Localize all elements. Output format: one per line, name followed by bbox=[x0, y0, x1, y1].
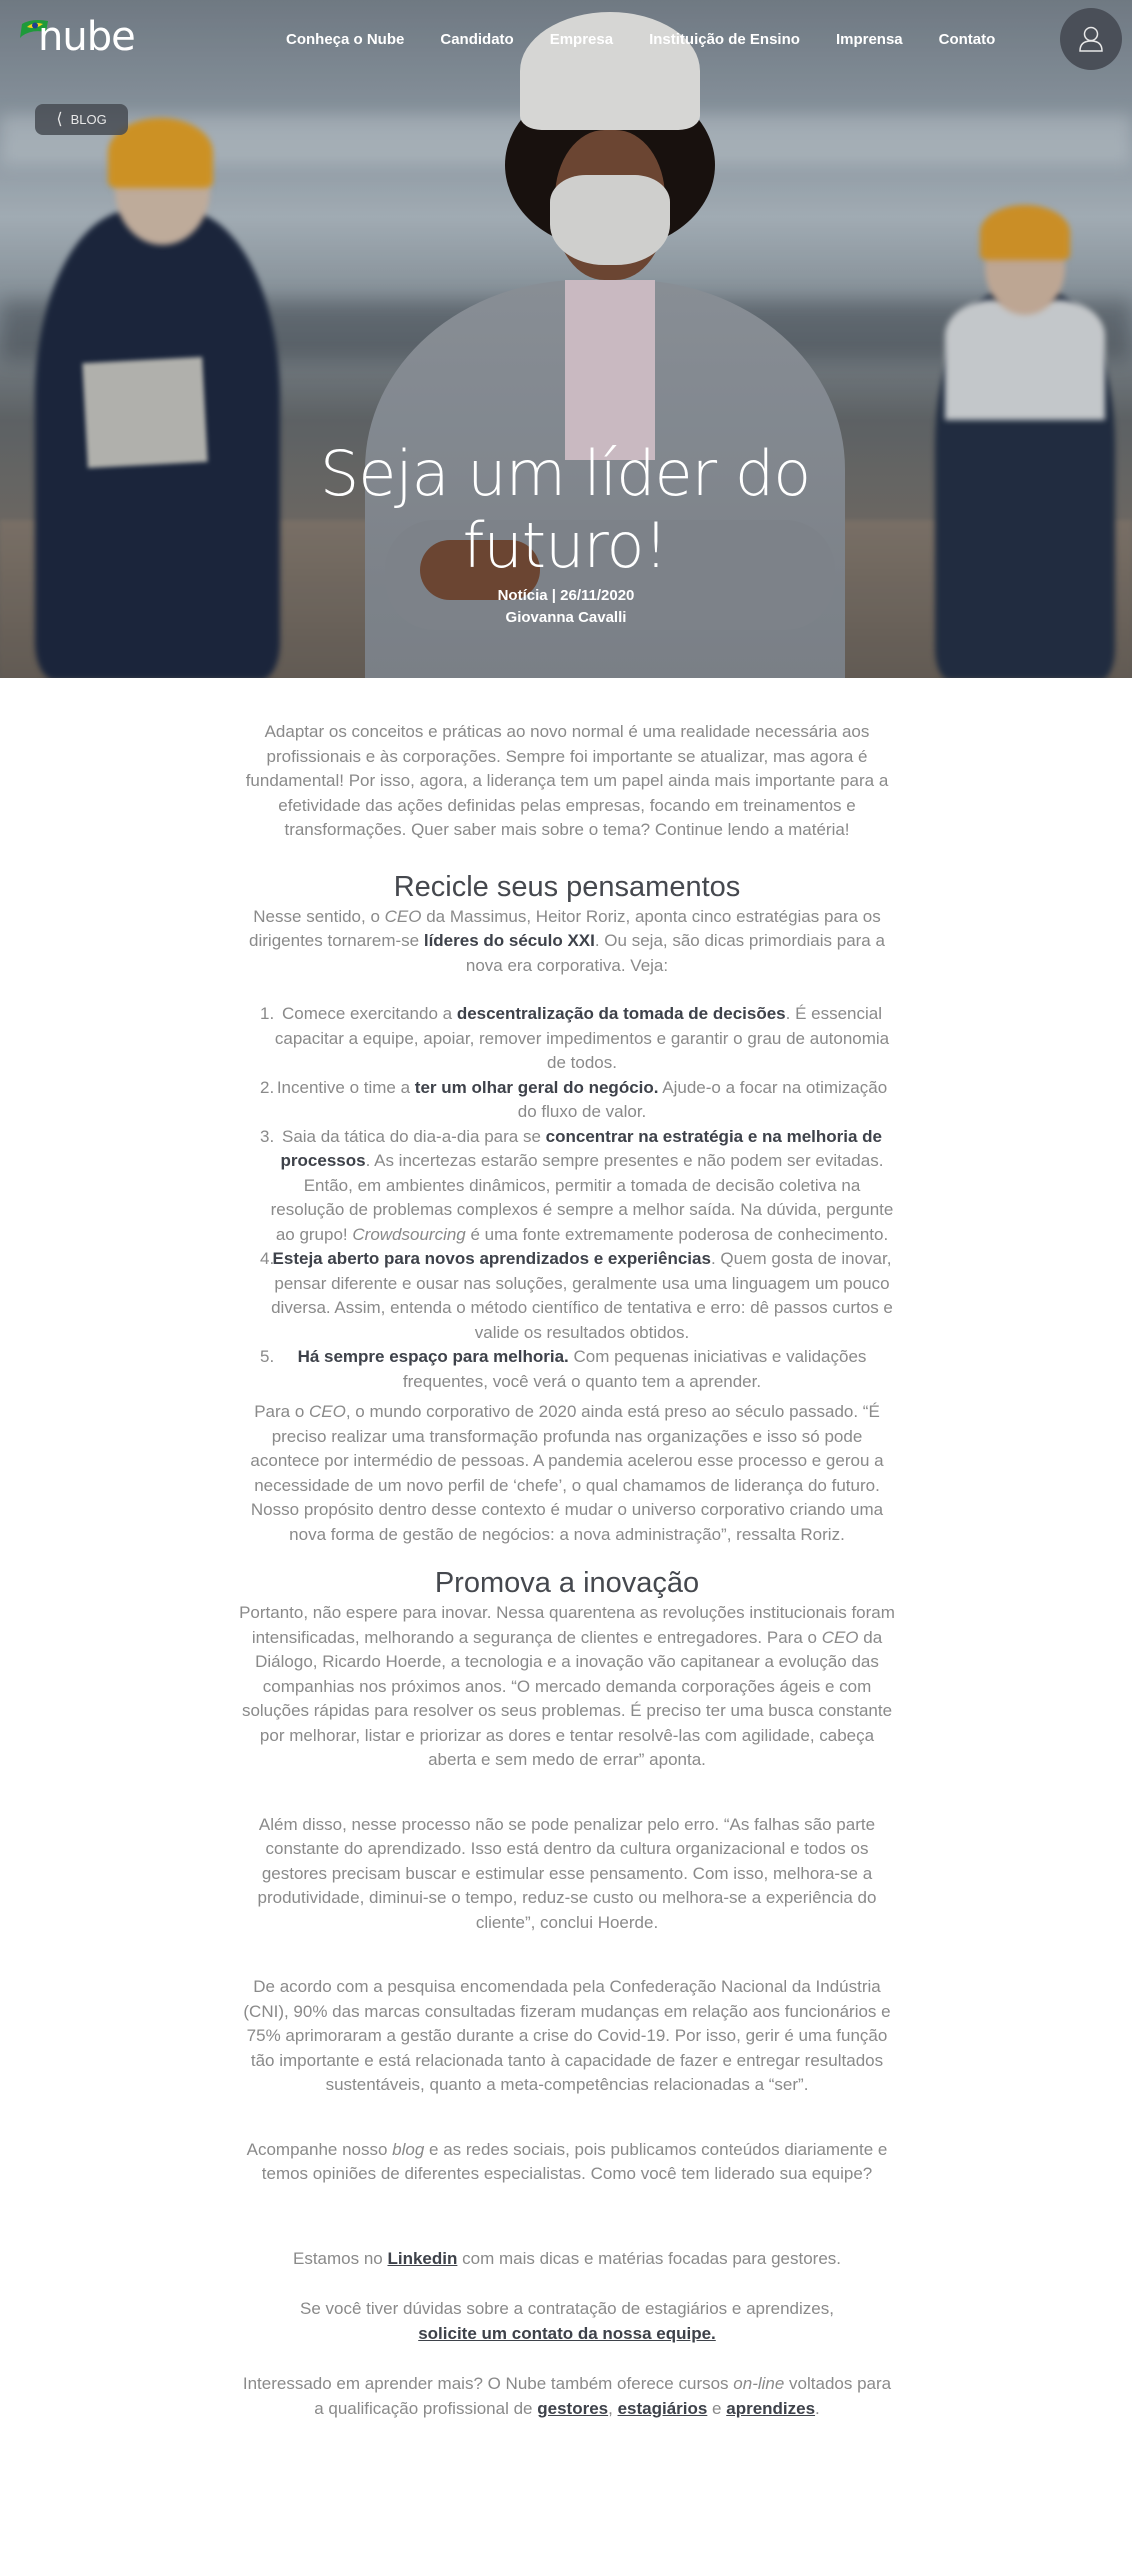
contact-paragraph bbox=[236, 2297, 898, 2346]
text-bold: ter um olhar geral do negócio. bbox=[414, 1077, 659, 1097]
article-author: Giovanna Cavalli bbox=[505, 609, 627, 626]
logo-text: nube bbox=[38, 14, 135, 60]
text-italic: Crowdsourcing bbox=[352, 1224, 466, 1244]
chevron-left-icon: ⟨ bbox=[56, 111, 63, 128]
text: , bbox=[608, 2398, 618, 2418]
text: Estamos no bbox=[292, 2248, 388, 2268]
user-icon bbox=[1078, 25, 1104, 53]
nav-links bbox=[286, 28, 995, 52]
aprendizes-link[interactable]: aprendizes bbox=[726, 2398, 816, 2418]
text-bold: descentralização da tomada de decisões bbox=[456, 1004, 786, 1023]
text-italic: blog bbox=[392, 2139, 425, 2159]
text-bold: líderes do século XXI bbox=[423, 931, 595, 950]
text-bold: Esteja aberto para novos aprendizados e experiências bbox=[272, 1249, 711, 1268]
nav-link-instituicao[interactable]: Instituição de Ensino bbox=[649, 31, 800, 48]
back-to-blog-button[interactable] bbox=[35, 104, 128, 135]
text-italic: CEO bbox=[309, 1402, 346, 1421]
linkedin-link[interactable]: Linkedin bbox=[387, 2248, 458, 2268]
section1-paragraph-2 bbox=[236, 1400, 898, 1547]
text: Interessado em aprender mais? O Nube também oferece cursos bbox=[242, 2374, 734, 2393]
list-number: 5. bbox=[260, 1347, 275, 1366]
text-italic: on-line bbox=[733, 2374, 785, 2393]
section2-paragraph-3: De acordo com a pesquisa encomendada pela Confederação Nacional da Indústria (CNI), 90% das marcas consultadas fizeram mudanças em relação aos funcionários e 75% aprimoraram a gestão durante a crise do Covid-19. Por isso, gerir é uma função tão importante e está relacionada tanto à capacidade de fazer e entregar resultados sustentáveis, quanto a meta-competências relacionadas a “ser”. bbox=[243, 1977, 891, 2094]
list-item bbox=[236, 1125, 898, 1248]
text: Ajude-o a focar na otimização do fluxo de valor. bbox=[517, 1077, 888, 1121]
article-category-date: Notícia | 26/11/2020 bbox=[497, 587, 635, 604]
strategies-list bbox=[236, 1002, 898, 1394]
back-to-blog-label: BLOG bbox=[70, 112, 107, 127]
text: Se você tiver dúvidas sobre a contratação de estagiários e aprendizes, bbox=[300, 2299, 834, 2318]
text: Incentive o time a bbox=[276, 1077, 415, 1097]
linkedin-paragraph bbox=[236, 2247, 898, 2272]
text-bold: Há sempre espaço para melhoria. bbox=[297, 1347, 569, 1366]
text: . Ou seja, são dicas primordiais para a nova era corporativa. Veja: bbox=[465, 931, 885, 975]
list-item bbox=[236, 1076, 898, 1125]
text: . bbox=[815, 2398, 820, 2418]
text-bold: concentrar na estratégia e na melhoria de processos bbox=[280, 1126, 883, 1170]
list-item bbox=[236, 1247, 898, 1345]
section2-paragraph-1 bbox=[236, 1601, 898, 1773]
courses-paragraph bbox=[236, 2372, 898, 2421]
article-body bbox=[236, 720, 898, 2421]
text: Para o bbox=[254, 1402, 309, 1421]
text: Comece exercitando a bbox=[281, 1004, 457, 1023]
estagiarios-link[interactable]: estagiários bbox=[617, 2398, 708, 2418]
list-item bbox=[236, 1002, 898, 1076]
text: Nesse sentido, o bbox=[253, 906, 385, 926]
section2-paragraph-2: Além disso, nesse processo não se pode penalizar pelo erro. “As falhas são parte constante do aprendizado. Isso está dentro da cultura organizacional e todos os gestores precisam buscar e estimular esse pensamento. Com isso, melhora-se a produtividade, diminui-se o tempo, reduz-se custo ou melhora-se a experiência do cliente”, conclui Hoerde. bbox=[257, 1814, 877, 1932]
list-number: 2. bbox=[260, 1077, 275, 1097]
contact-team-link[interactable]: solicite um contato da nossa equipe. bbox=[418, 2323, 716, 2343]
section1-paragraph-1 bbox=[236, 905, 898, 979]
section-heading-promova: Promova a inovação bbox=[434, 1567, 700, 1599]
text-italic: CEO bbox=[384, 906, 422, 926]
text: é uma fonte extremamente poderosa de conhecimento. bbox=[465, 1224, 889, 1244]
text-italic: CEO bbox=[821, 1627, 859, 1647]
list-item bbox=[236, 1345, 898, 1394]
text: e as redes sociais, pois publicamos conteúdos diariamente e temos opiniões de diferentes especialistas. Como você tem liderado sua equipe? bbox=[261, 2139, 888, 2183]
text: . É essencial capacitar a equipe, apoiar, remover impedimentos e garantir o grau de autonomia de todos. bbox=[274, 1004, 890, 1072]
nav-link-empresa[interactable]: Empresa bbox=[549, 31, 614, 48]
top-nav bbox=[0, 0, 1132, 78]
text: Acompanhe nosso bbox=[246, 2139, 393, 2159]
text: . As incertezas estarão sempre presentes e não podem ser evitadas. Então, em ambientes dinâmicos, permitir a tomada de decisão coletiva na resolução de problemas complexos é sempre a melhor saída. Na dúvida, pergunte ao grupo! bbox=[270, 1151, 894, 1244]
text: da Diálogo, Ricardo Hoerde, a tecnologia e a inovação vão capitanear a evolução das companhias nos próximos anos. “O mercado demanda corporações ágeis e com soluções rápidas para resolver os seus problemas. É preciso ter uma busca constante por melhorar, listar e priorizar as dores e tentar resolvê-las com agilidade, cabeça aberta e sem medo de errar” aponta. bbox=[241, 1627, 893, 1769]
section2-paragraph-4 bbox=[236, 2138, 898, 2187]
text: da Massimus, Heitor Roriz, aponta cinco estratégias para os dirigentes tornarem-se bbox=[249, 906, 881, 950]
nav-link-candidato[interactable]: Candidato bbox=[440, 31, 514, 48]
text: Com pequenas iniciativas e validações frequentes, você verá o quanto tem a aprender. bbox=[402, 1347, 867, 1391]
list-number: 4. bbox=[260, 1249, 275, 1268]
list-number: 3. bbox=[260, 1126, 275, 1146]
article-meta bbox=[366, 585, 766, 629]
nav-link-conheca[interactable]: Conheça o Nube bbox=[286, 31, 405, 48]
intro-paragraph: Adaptar os conceitos e práticas ao novo normal é uma realidade necessária aos profissionais e às corporações. Sempre foi importante se atualizar, mas agora é fundamental! Por isso, agora, a liderança tem um papel ainda mais importante para a efetividade das ações definidas pelas empresas, focando em treinamentos e transformações. Quer saber mais sobre o tema? Continue lendo a matéria! bbox=[245, 722, 889, 839]
section-heading-recicle: Recicle seus pensamentos bbox=[393, 870, 741, 903]
gestores-link[interactable]: gestores bbox=[537, 2398, 609, 2418]
list-number: 1. bbox=[260, 1004, 275, 1023]
nav-link-imprensa[interactable]: Imprensa bbox=[835, 31, 903, 48]
article-title: Seja um líder do futuro! bbox=[319, 437, 811, 582]
text: voltados para a qualificação profissional de bbox=[314, 2374, 892, 2418]
text: Saia da tática do dia-a-dia para se bbox=[281, 1126, 546, 1146]
text: com mais dicas e matérias focadas para gestores. bbox=[457, 2248, 842, 2268]
text: Portanto, não espere para inovar. Nessa quarentena as revoluções institucionais foram intensificadas, melhorando a segurança de clientes e entregadores. Para o bbox=[239, 1603, 895, 1647]
user-account-button[interactable] bbox=[1060, 8, 1122, 70]
nube-logo[interactable] bbox=[18, 14, 138, 60]
text: . Quem gosta de inovar, pensar diferente e ousar nas soluções, geralmente usa uma linguagem um pouco diversa. Assim, entenda o método científico de tentativa e erro: dê passos curtos e valide os resultados obtidos. bbox=[271, 1249, 893, 1342]
nav-link-contato[interactable]: Contato bbox=[938, 31, 996, 48]
text: e bbox=[707, 2398, 727, 2418]
text: , o mundo corporativo de 2020 ainda está preso ao século passado. “É preciso realizar uma transformação profunda nas organizações e isso só pode acontece por intermédio de pessoas. A pandemia acelerou esse processo e gerou a necessidade de um novo perfil de ‘chefe’, o qual chamamos de liderança do futuro. Nosso propósito dentro desse contexto é mudar o universo corporativo criando uma nova forma de gestão de negócios: a nova administração”, ressalta Roriz. bbox=[250, 1402, 884, 1544]
